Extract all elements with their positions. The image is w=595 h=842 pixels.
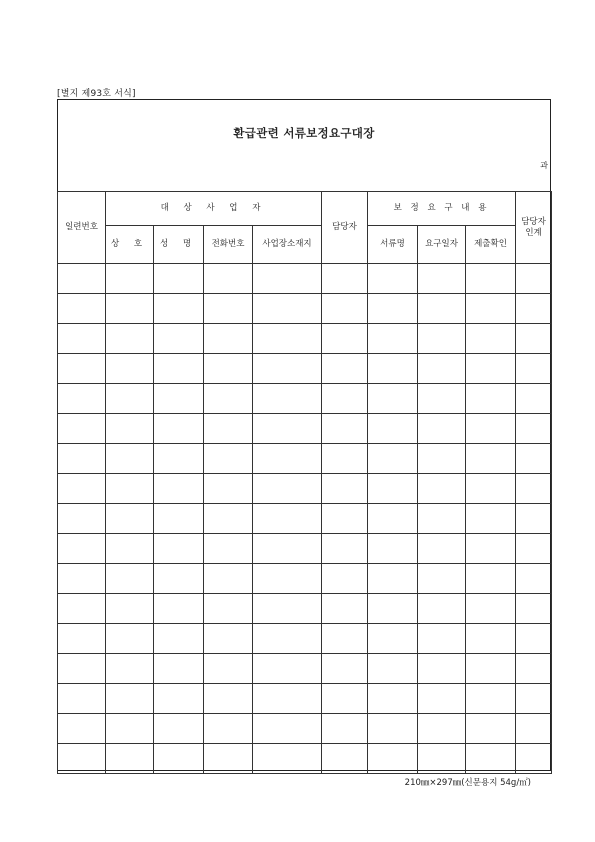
table-cell[interactable] — [418, 624, 466, 654]
table-cell[interactable] — [253, 594, 322, 624]
table-cell[interactable] — [253, 414, 322, 444]
table-cell[interactable] — [204, 654, 253, 684]
table-cell[interactable] — [204, 714, 253, 744]
table-cell[interactable] — [368, 324, 418, 354]
table-cell[interactable] — [368, 624, 418, 654]
table-cell[interactable] — [204, 444, 253, 474]
register-table — [57, 191, 552, 774]
header-phone: 전화번호 — [204, 226, 253, 264]
table-cell[interactable] — [204, 324, 253, 354]
table-row — [58, 414, 552, 444]
table-cell[interactable] — [204, 534, 253, 564]
table-cell[interactable] — [253, 354, 322, 384]
table-cell[interactable] — [106, 294, 154, 324]
table-cell[interactable] — [466, 594, 516, 624]
table-cell[interactable] — [154, 354, 204, 384]
table-cell[interactable] — [418, 474, 466, 504]
table-cell[interactable] — [418, 654, 466, 684]
table-cell[interactable] — [253, 504, 322, 534]
table-cell[interactable] — [58, 324, 106, 354]
table-cell[interactable] — [516, 534, 552, 564]
table-cell[interactable] — [106, 444, 154, 474]
header-name: 성 명 — [154, 226, 204, 264]
table-cell[interactable] — [58, 474, 106, 504]
table-cell[interactable] — [322, 504, 368, 534]
table-row — [58, 684, 552, 714]
header-trade-name: 상 호 — [106, 226, 154, 264]
table-cell[interactable] — [322, 684, 368, 714]
header-target-business: 대 상 사 업 자 — [106, 192, 322, 226]
table-cell[interactable] — [322, 624, 368, 654]
table-cell[interactable] — [58, 564, 106, 594]
table-cell[interactable] — [253, 684, 322, 714]
table-cell[interactable] — [58, 504, 106, 534]
table-cell[interactable] — [204, 414, 253, 444]
table-row — [58, 444, 552, 474]
table-cell[interactable] — [368, 384, 418, 414]
table-cell[interactable] — [322, 474, 368, 504]
table-cell[interactable] — [154, 594, 204, 624]
table-cell[interactable] — [154, 414, 204, 444]
table-cell[interactable] — [58, 264, 106, 294]
table-cell[interactable] — [204, 264, 253, 294]
table-cell[interactable] — [58, 714, 106, 744]
table-cell[interactable] — [466, 744, 516, 774]
table-cell[interactable] — [58, 384, 106, 414]
table-cell[interactable] — [58, 744, 106, 774]
table-cell[interactable] — [516, 714, 552, 744]
table-cell[interactable] — [368, 504, 418, 534]
table-cell[interactable] — [106, 324, 154, 354]
table-cell[interactable] — [368, 474, 418, 504]
table-cell[interactable] — [322, 264, 368, 294]
table-cell[interactable] — [322, 594, 368, 624]
table-cell[interactable] — [516, 474, 552, 504]
table-cell[interactable] — [418, 594, 466, 624]
table-cell[interactable] — [322, 714, 368, 744]
table-cell[interactable] — [58, 624, 106, 654]
table-cell[interactable] — [154, 384, 204, 414]
table-cell[interactable] — [466, 474, 516, 504]
header-serial-number: 일련번호 — [58, 192, 106, 264]
table-cell[interactable] — [106, 684, 154, 714]
table-cell[interactable] — [154, 444, 204, 474]
table-cell[interactable] — [418, 504, 466, 534]
table-cell[interactable] — [322, 354, 368, 384]
table-cell[interactable] — [466, 624, 516, 654]
table-cell[interactable] — [253, 714, 322, 744]
table-cell[interactable] — [322, 294, 368, 324]
table-cell[interactable] — [154, 654, 204, 684]
table-cell[interactable] — [253, 294, 322, 324]
table-cell[interactable] — [516, 264, 552, 294]
table-cell[interactable] — [368, 564, 418, 594]
table-cell[interactable] — [154, 504, 204, 534]
table-cell[interactable] — [466, 264, 516, 294]
table-cell[interactable] — [253, 384, 322, 414]
table-cell[interactable] — [253, 624, 322, 654]
table-cell[interactable] — [368, 744, 418, 774]
table-cell[interactable] — [418, 384, 466, 414]
table-cell[interactable] — [58, 594, 106, 624]
table-cell[interactable] — [106, 354, 154, 384]
table-row — [58, 324, 552, 354]
table-cell[interactable] — [58, 534, 106, 564]
table-cell[interactable] — [418, 324, 466, 354]
table-cell[interactable] — [204, 504, 253, 534]
table-cell[interactable] — [106, 264, 154, 294]
table-row — [58, 714, 552, 744]
table-cell[interactable] — [154, 564, 204, 594]
table-cell[interactable] — [368, 594, 418, 624]
table-cell[interactable] — [58, 654, 106, 684]
table-cell[interactable] — [466, 714, 516, 744]
table-cell[interactable] — [253, 264, 322, 294]
table-cell[interactable] — [418, 534, 466, 564]
table-cell[interactable] — [154, 474, 204, 504]
table-cell[interactable] — [516, 504, 552, 534]
table-cell[interactable] — [368, 534, 418, 564]
table-cell[interactable] — [58, 414, 106, 444]
header-request-date: 요구일자 — [418, 226, 466, 264]
table-cell[interactable] — [516, 324, 552, 354]
table-cell[interactable] — [466, 504, 516, 534]
table-cell[interactable] — [106, 534, 154, 564]
table-cell[interactable] — [368, 684, 418, 714]
table-cell[interactable] — [58, 684, 106, 714]
table-cell[interactable] — [253, 564, 322, 594]
table-cell[interactable] — [154, 324, 204, 354]
table-cell[interactable] — [322, 324, 368, 354]
table-cell[interactable] — [368, 294, 418, 324]
table-cell[interactable] — [418, 744, 466, 774]
table-row — [58, 654, 552, 684]
register-form — [57, 99, 551, 771]
table-cell[interactable] — [154, 744, 204, 774]
table-cell[interactable] — [154, 264, 204, 294]
table-cell[interactable] — [466, 444, 516, 474]
form-title: 환급관련 서류보정요구대장 — [233, 126, 375, 140]
table-row — [58, 744, 552, 774]
table-cell[interactable] — [322, 654, 368, 684]
table-cell[interactable] — [516, 414, 552, 444]
table-cell[interactable] — [204, 354, 253, 384]
table-cell[interactable] — [466, 294, 516, 324]
form-label: [별지 제93호 서식] — [57, 89, 136, 99]
table-cell[interactable] — [418, 714, 466, 744]
table-cell[interactable] — [466, 354, 516, 384]
table-cell[interactable] — [466, 534, 516, 564]
table-cell[interactable] — [253, 534, 322, 564]
table-cell[interactable] — [516, 654, 552, 684]
table-cell[interactable] — [322, 444, 368, 474]
table-cell[interactable] — [106, 714, 154, 744]
table-cell[interactable] — [106, 504, 154, 534]
table-cell[interactable] — [368, 444, 418, 474]
table-cell[interactable] — [322, 534, 368, 564]
table-row — [58, 354, 552, 384]
table-cell[interactable] — [466, 564, 516, 594]
table-cell[interactable] — [368, 264, 418, 294]
table-row — [58, 534, 552, 564]
table-row — [58, 624, 552, 654]
table-row — [58, 594, 552, 624]
table-cell[interactable] — [204, 564, 253, 594]
department-label: 과 — [540, 161, 548, 170]
table-cell[interactable] — [368, 354, 418, 384]
table-cell[interactable] — [154, 714, 204, 744]
table-cell[interactable] — [58, 294, 106, 324]
table-cell[interactable] — [106, 654, 154, 684]
table-cell[interactable] — [516, 624, 552, 654]
table-cell[interactable] — [106, 474, 154, 504]
table-cell[interactable] — [322, 564, 368, 594]
table-cell[interactable] — [418, 684, 466, 714]
table-row — [58, 264, 552, 294]
table-cell[interactable] — [204, 624, 253, 654]
table-row — [58, 474, 552, 504]
table-cell[interactable] — [466, 414, 516, 444]
header-document-name: 서류명 — [368, 226, 418, 264]
header-submission-check: 제출확인 — [466, 226, 516, 264]
table-cell[interactable] — [154, 624, 204, 654]
table-cell[interactable] — [516, 384, 552, 414]
table-row — [58, 564, 552, 594]
table-cell[interactable] — [322, 744, 368, 774]
table-cell[interactable] — [516, 354, 552, 384]
table-cell[interactable] — [322, 414, 368, 444]
table-cell[interactable] — [516, 444, 552, 474]
table-cell[interactable] — [466, 684, 516, 714]
table-cell[interactable] — [253, 654, 322, 684]
table-cell[interactable] — [106, 624, 154, 654]
table-cell[interactable] — [516, 294, 552, 324]
table-cell[interactable] — [418, 264, 466, 294]
table-cell[interactable] — [154, 684, 204, 714]
table-cell[interactable] — [58, 354, 106, 384]
paper-spec: 210㎜×297㎜(신문용지 54g/㎡) — [404, 778, 531, 788]
table-cell[interactable] — [204, 744, 253, 774]
table-cell[interactable] — [516, 684, 552, 714]
table-cell[interactable] — [466, 654, 516, 684]
table-cell[interactable] — [516, 744, 552, 774]
table-cell[interactable] — [418, 354, 466, 384]
table-cell[interactable] — [253, 744, 322, 774]
header-address: 사업장소재지 — [253, 226, 322, 264]
table-cell[interactable] — [106, 414, 154, 444]
table-cell[interactable] — [204, 684, 253, 714]
table-cell[interactable] — [106, 384, 154, 414]
table-cell[interactable] — [368, 654, 418, 684]
table-cell[interactable] — [204, 294, 253, 324]
table-row — [58, 504, 552, 534]
table-cell[interactable] — [204, 384, 253, 414]
table-cell[interactable] — [418, 564, 466, 594]
table-cell[interactable] — [106, 594, 154, 624]
table-cell[interactable] — [154, 294, 204, 324]
header-officer-handover: 담당자 인계 — [516, 192, 552, 264]
table-cell[interactable] — [418, 294, 466, 324]
table-cell[interactable] — [154, 534, 204, 564]
table-cell[interactable] — [253, 444, 322, 474]
table-cell[interactable] — [204, 594, 253, 624]
table-cell[interactable] — [106, 744, 154, 774]
header-correction-request: 보 정 요 구 내 용 — [368, 192, 516, 226]
header-officer: 담당자 — [322, 192, 368, 264]
table-row — [58, 384, 552, 414]
table-cell[interactable] — [418, 444, 466, 474]
table-cell[interactable] — [466, 384, 516, 414]
table-cell[interactable] — [466, 324, 516, 354]
table-cell[interactable] — [368, 414, 418, 444]
table-cell[interactable] — [368, 714, 418, 744]
table-cell[interactable] — [516, 564, 552, 594]
table-cell[interactable] — [253, 474, 322, 504]
table-cell[interactable] — [58, 444, 106, 474]
table-cell[interactable] — [322, 384, 368, 414]
table-cell[interactable] — [204, 474, 253, 504]
table-cell[interactable] — [516, 594, 552, 624]
table-cell[interactable] — [418, 414, 466, 444]
table-cell[interactable] — [253, 324, 322, 354]
table-cell[interactable] — [106, 564, 154, 594]
table-row — [58, 294, 552, 324]
